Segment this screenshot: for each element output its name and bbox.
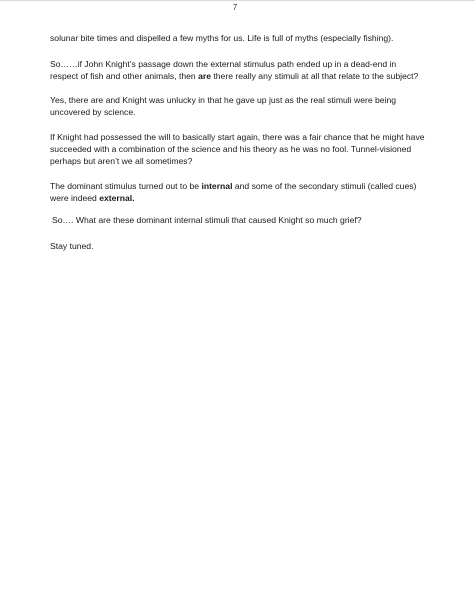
paragraph (50, 180, 425, 204)
text-run: Yes, there are and Knight was unlucky in that he gave up just as the real stimuli were being uncovered by science. (50, 95, 397, 117)
paragraph (50, 131, 425, 167)
page-number: 7 (232, 3, 238, 12)
text-run: So……if John Knight’s passage down the external stimulus path ended up in a dead-end in respect of fish and other animals, then (50, 59, 397, 81)
bold-text-run: external. (99, 193, 135, 203)
text-run: and some of the secondary stimuli (called cues) were indeed (50, 181, 417, 203)
text-run: The dominant stimulus turned out to be (50, 181, 202, 191)
page-top-edge (0, 0, 475, 1)
body-text (50, 32, 425, 264)
text-run: there really any stimuli at all that relate to the subject? (211, 71, 419, 81)
bold-text-run: internal (201, 181, 233, 191)
paragraph (50, 94, 425, 118)
paragraph (50, 214, 425, 226)
text-run: If Knight had possessed the will to basically start again, there was a fair chance that he might have succeeded with a combination of the science and his theory as he was no fool. Tunnel-visioned perhaps but aren’t we all sometimes? (50, 132, 425, 166)
bold-text-run: are (198, 71, 211, 81)
text-run: So…. What are these dominant internal stimuli that caused Knight so much grief? (52, 215, 362, 225)
paragraph (50, 32, 425, 44)
paragraph (50, 240, 425, 252)
text-run: solunar bite times and dispelled a few myths for us. Life is full of myths (especially fishing). (50, 33, 394, 43)
paragraph (50, 58, 425, 82)
text-run: Stay tuned. (50, 241, 94, 251)
